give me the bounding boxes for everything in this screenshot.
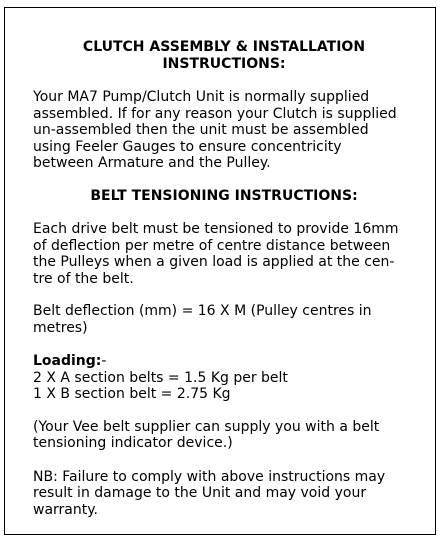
assembly-line-3: un-assembled then the unit must be assembled <box>33 122 369 138</box>
deflection-line-2: metres) <box>33 319 88 336</box>
supplier-line-1: (Your Vee belt supplier can supply you with a belt <box>33 418 380 435</box>
deflection-formula <box>33 303 415 336</box>
assembly-line-4: using Feeler Gauges to ensure concentricity <box>33 138 342 155</box>
assembly-heading <box>33 39 415 72</box>
supplier-line-2: tensioning indicator device.) <box>33 435 233 451</box>
assembly-line-1: Your MA7 Pump/Clutch Unit is normally supplied <box>33 89 370 105</box>
loading-label: Loading: <box>33 353 102 369</box>
warning-note <box>33 469 415 519</box>
warning-line-1: NB: Failure to comply with above instructions may <box>33 468 386 485</box>
assembly-line-5: between Armature and the Pulley. <box>33 155 271 171</box>
loading-item-2: 1 X B section belt = 2.75 Kg <box>33 386 231 402</box>
supplier-note <box>33 419 415 452</box>
tension-line-3: the Pulleys when a given load is applied at the cen- <box>33 254 395 270</box>
warning-line-3: warranty. <box>33 501 98 518</box>
loading-label-line <box>33 353 415 370</box>
document-content <box>33 39 415 518</box>
loading-dash: - <box>101 353 107 369</box>
assembly-heading-line-2: INSTRUCTIONS: <box>162 55 286 72</box>
assembly-heading-line-1: CLUTCH ASSEMBLY & INSTALLATION <box>82 39 366 55</box>
belt-tensioning-heading <box>33 188 415 205</box>
loading-item-1: 2 X A section belts = 1.5 Kg per belt <box>33 369 288 386</box>
tension-line-1: Each drive belt must be tensioned to provide 16mm <box>33 221 399 237</box>
assembly-line-2: assembled. If for any reason your Clutch is supplied <box>33 105 397 122</box>
belt-tensioning-heading-text: BELT TENSIONING INSTRUCTIONS: <box>90 187 358 204</box>
tension-line-2: of deflection per metre of centre distance between <box>33 237 391 254</box>
assembly-paragraph <box>33 89 415 172</box>
loading-section <box>33 353 415 403</box>
tension-line-4: tre of the belt. <box>33 270 134 287</box>
warning-line-2: result in damage to the Unit and may void your <box>33 485 367 501</box>
tension-paragraph <box>33 221 415 287</box>
deflection-line-1: Belt deflection (mm) = 16 X M (Pulley centres in <box>33 303 372 319</box>
